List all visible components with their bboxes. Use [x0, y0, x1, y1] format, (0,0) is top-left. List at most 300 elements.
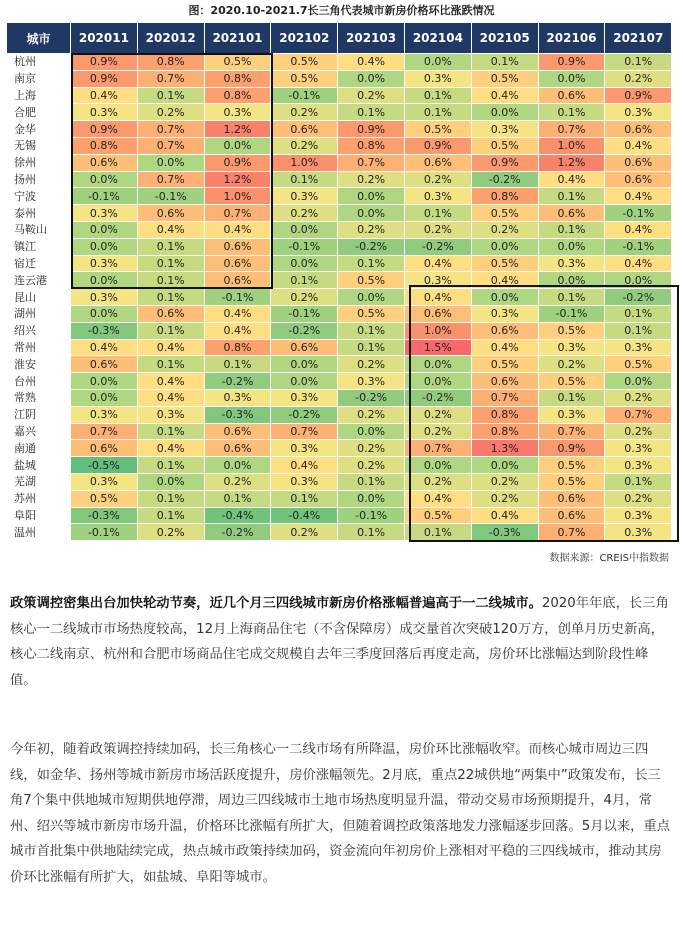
value-cell: -0.2% — [204, 524, 271, 541]
value-cell: -0.1% — [204, 289, 271, 306]
value-cell: 1.0% — [404, 322, 471, 339]
value-cell: 0.6% — [538, 205, 605, 222]
month-column-header: 202106 — [538, 23, 605, 54]
value-cell: 0.5% — [471, 137, 538, 154]
value-cell: 0.0% — [204, 137, 271, 154]
value-cell: -0.2% — [271, 322, 338, 339]
value-cell: 0.0% — [271, 255, 338, 272]
price-change-heatmap-table — [6, 22, 672, 541]
table-row — [7, 221, 672, 238]
value-cell: 0.6% — [137, 205, 204, 222]
value-cell: 0.4% — [137, 221, 204, 238]
value-cell: 0.1% — [137, 322, 204, 339]
value-cell: 0.0% — [471, 457, 538, 474]
table-row — [7, 137, 672, 154]
value-cell: 0.0% — [538, 238, 605, 255]
value-cell: 0.6% — [271, 339, 338, 356]
table-row — [7, 457, 672, 474]
value-cell: 0.2% — [404, 221, 471, 238]
value-cell: 0.2% — [271, 205, 338, 222]
value-cell: 0.9% — [71, 54, 138, 71]
value-cell: 0.2% — [338, 356, 405, 373]
month-column-header: 202101 — [204, 23, 271, 54]
value-cell: 0.3% — [605, 457, 672, 474]
value-cell: 0.2% — [338, 171, 405, 188]
city-name-cell: 杭州 — [7, 54, 71, 71]
value-cell: 0.2% — [137, 524, 204, 541]
value-cell: -0.2% — [204, 373, 271, 390]
value-cell: 0.3% — [71, 255, 138, 272]
value-cell: 0.7% — [137, 171, 204, 188]
table-row — [7, 423, 672, 440]
value-cell: 0.6% — [71, 440, 138, 457]
value-cell: 1.2% — [204, 171, 271, 188]
value-cell: 0.3% — [71, 104, 138, 121]
value-cell: 0.3% — [338, 373, 405, 390]
value-cell: 0.0% — [338, 205, 405, 222]
value-cell: 0.0% — [271, 356, 338, 373]
value-cell: 0.6% — [404, 305, 471, 322]
value-cell: 0.2% — [271, 104, 338, 121]
data-source-note: 数据来源：CREIS中指数据 — [549, 553, 669, 564]
value-cell: 0.0% — [471, 289, 538, 306]
value-cell: 0.7% — [137, 70, 204, 87]
value-cell: 0.4% — [404, 490, 471, 507]
value-cell: 0.3% — [71, 289, 138, 306]
value-cell: 0.2% — [204, 473, 271, 490]
value-cell: 0.5% — [404, 121, 471, 138]
value-cell: 0.5% — [404, 507, 471, 524]
value-cell: 0.7% — [538, 524, 605, 541]
value-cell: 0.3% — [271, 473, 338, 490]
value-cell: 0.9% — [471, 154, 538, 171]
value-cell: 0.4% — [605, 255, 672, 272]
value-cell: -0.2% — [271, 406, 338, 423]
value-cell: 0.4% — [137, 373, 204, 390]
table-row — [7, 70, 672, 87]
value-cell: 0.0% — [404, 373, 471, 390]
value-cell: 0.6% — [204, 238, 271, 255]
city-name-cell: 宁波 — [7, 188, 71, 205]
value-cell: 0.9% — [71, 121, 138, 138]
value-cell: 0.4% — [605, 137, 672, 154]
value-cell: 0.6% — [71, 154, 138, 171]
city-name-cell: 宿迁 — [7, 255, 71, 272]
value-cell: 0.8% — [204, 70, 271, 87]
city-name-cell: 镇江 — [7, 238, 71, 255]
value-cell: 0.0% — [71, 373, 138, 390]
value-cell: 0.1% — [137, 507, 204, 524]
value-cell: 0.6% — [204, 272, 271, 289]
table-row — [7, 389, 672, 406]
paragraph-body-text: 2020年年底，长三角核心一二线城市市场热度较高，12月上海商品住宅（不含保障房）成交量首次突破120万方，创单月历史新高，核心二线南京、杭州和合肥市场商品住宅成交规模自去年三季度回落后再度走高，房价环比涨幅达到阶段性峰值。 — [10, 596, 669, 688]
value-cell: 0.6% — [605, 171, 672, 188]
value-cell: 0.3% — [137, 406, 204, 423]
value-cell: 0.9% — [605, 87, 672, 104]
city-name-cell: 湖州 — [7, 305, 71, 322]
value-cell: 0.1% — [404, 104, 471, 121]
month-column-header: 202102 — [271, 23, 338, 54]
value-cell: 0.6% — [605, 154, 672, 171]
value-cell: -0.2% — [404, 238, 471, 255]
value-cell: 1.0% — [271, 154, 338, 171]
value-cell: 0.6% — [471, 322, 538, 339]
value-cell: -0.3% — [71, 322, 138, 339]
value-cell: 0.3% — [538, 339, 605, 356]
value-cell: 0.1% — [338, 255, 405, 272]
value-cell: -0.2% — [404, 389, 471, 406]
value-cell: 0.0% — [404, 457, 471, 474]
value-cell: 0.1% — [338, 524, 405, 541]
value-cell: 0.0% — [471, 104, 538, 121]
city-name-cell: 嘉兴 — [7, 423, 71, 440]
table-row — [7, 205, 672, 222]
value-cell: 0.7% — [404, 440, 471, 457]
table-row — [7, 373, 672, 390]
value-cell: 0.3% — [271, 440, 338, 457]
table-row — [7, 490, 672, 507]
city-name-cell: 台州 — [7, 373, 71, 390]
value-cell: 0.2% — [605, 490, 672, 507]
value-cell: 0.0% — [538, 70, 605, 87]
value-cell: 0.5% — [538, 373, 605, 390]
table-row — [7, 289, 672, 306]
value-cell: 0.1% — [538, 289, 605, 306]
value-cell: 0.3% — [605, 507, 672, 524]
table-row — [7, 171, 672, 188]
value-cell: 0.8% — [471, 406, 538, 423]
value-cell: 0.8% — [137, 54, 204, 71]
city-name-cell: 芜湖 — [7, 473, 71, 490]
value-cell: 0.0% — [271, 373, 338, 390]
value-cell: 0.0% — [605, 272, 672, 289]
value-cell: 0.1% — [605, 305, 672, 322]
value-cell: 0.1% — [605, 54, 672, 71]
table-row — [7, 406, 672, 423]
value-cell: 0.1% — [538, 104, 605, 121]
value-cell: 0.5% — [271, 70, 338, 87]
value-cell: 0.2% — [338, 87, 405, 104]
value-cell: 0.6% — [137, 305, 204, 322]
value-cell: 0.0% — [605, 373, 672, 390]
value-cell: 0.0% — [538, 272, 605, 289]
value-cell: 0.4% — [338, 54, 405, 71]
value-cell: 0.2% — [338, 457, 405, 474]
value-cell: 0.4% — [204, 221, 271, 238]
value-cell: 0.6% — [204, 423, 271, 440]
value-cell: 0.2% — [471, 490, 538, 507]
value-cell: 0.0% — [137, 154, 204, 171]
value-cell: 0.4% — [137, 389, 204, 406]
value-cell: 0.1% — [204, 490, 271, 507]
table-row — [7, 339, 672, 356]
value-cell: 0.0% — [338, 490, 405, 507]
value-cell: 0.6% — [471, 373, 538, 390]
value-cell: 0.2% — [137, 104, 204, 121]
table-row — [7, 272, 672, 289]
city-name-cell: 马鞍山 — [7, 221, 71, 238]
value-cell: 0.7% — [605, 406, 672, 423]
value-cell: 0.1% — [137, 255, 204, 272]
value-cell: 0.1% — [404, 524, 471, 541]
value-cell: 0.2% — [338, 406, 405, 423]
value-cell: 0.9% — [404, 137, 471, 154]
value-cell: 0.7% — [204, 205, 271, 222]
table-row — [7, 524, 672, 541]
value-cell: 0.1% — [137, 356, 204, 373]
value-cell: 0.9% — [538, 54, 605, 71]
value-cell: 0.8% — [471, 188, 538, 205]
value-cell: -0.2% — [471, 171, 538, 188]
value-cell: -0.3% — [204, 406, 271, 423]
table-row — [7, 54, 672, 71]
table-row — [7, 305, 672, 322]
value-cell: 0.2% — [271, 137, 338, 154]
value-cell: 0.3% — [605, 339, 672, 356]
value-cell: 0.1% — [605, 473, 672, 490]
value-cell: 0.2% — [605, 389, 672, 406]
value-cell: 0.2% — [471, 473, 538, 490]
value-cell: 0.9% — [71, 70, 138, 87]
value-cell: 0.3% — [538, 255, 605, 272]
value-cell: -0.1% — [605, 205, 672, 222]
city-name-cell: 昆山 — [7, 289, 71, 306]
value-cell: 0.9% — [204, 154, 271, 171]
value-cell: 0.2% — [404, 423, 471, 440]
value-cell: 0.6% — [404, 154, 471, 171]
value-cell: 0.5% — [538, 322, 605, 339]
city-name-cell: 绍兴 — [7, 322, 71, 339]
value-cell: 0.5% — [471, 205, 538, 222]
value-cell: 0.0% — [404, 356, 471, 373]
value-cell: 0.4% — [404, 289, 471, 306]
table-row — [7, 473, 672, 490]
value-cell: 0.2% — [271, 289, 338, 306]
value-cell: 0.2% — [404, 406, 471, 423]
value-cell: 0.0% — [338, 423, 405, 440]
value-cell: 0.6% — [271, 121, 338, 138]
value-cell: 0.2% — [538, 356, 605, 373]
table-row — [7, 356, 672, 373]
value-cell: 0.1% — [538, 221, 605, 238]
value-cell: 0.6% — [71, 356, 138, 373]
table-row — [7, 188, 672, 205]
value-cell: 0.3% — [605, 440, 672, 457]
value-cell: 0.0% — [271, 221, 338, 238]
value-cell: 0.0% — [204, 457, 271, 474]
value-cell: 0.6% — [605, 121, 672, 138]
city-name-cell: 无锡 — [7, 137, 71, 154]
city-name-cell: 合肥 — [7, 104, 71, 121]
value-cell: -0.2% — [338, 238, 405, 255]
table-row — [7, 87, 672, 104]
value-cell: 0.5% — [538, 457, 605, 474]
month-column-header: 202011 — [71, 23, 138, 54]
table-row — [7, 154, 672, 171]
value-cell: 0.7% — [71, 423, 138, 440]
value-cell: 0.2% — [605, 423, 672, 440]
value-cell: 0.1% — [605, 322, 672, 339]
value-cell: 0.3% — [605, 104, 672, 121]
city-name-cell: 连云港 — [7, 272, 71, 289]
value-cell: 0.0% — [338, 70, 405, 87]
value-cell: -0.1% — [538, 305, 605, 322]
city-name-cell: 苏州 — [7, 490, 71, 507]
value-cell: -0.1% — [71, 188, 138, 205]
analysis-paragraph-2: 今年初，随着政策调控持续加码，长三角核心一二线市场有所降温，房价环比涨幅收窄。而核心城市周边三四线，如金华、扬州等城市新房市场活跃度提升，房价涨幅领先。2月底，重点22城供地“两集中”政策发布，长三角7个集中供地城市短期供地停滞，周边三四线城市土地市场热度明显升温，带动交易市场预期提升，4月，常州、绍兴等城市新房市场升温，价格环比涨幅有所扩大，但随着调控政策落地发力涨幅逐步回落。5月以来，重点城市首批集中供地陆续完成，热点城市政策持续加码，资金流向年初房价上涨相对平稳的三四线城市，推动其房价环比涨幅有所扩大，如盐城、阜阳等城市。 — [10, 742, 671, 885]
city-name-cell: 上海 — [7, 87, 71, 104]
value-cell: 0.0% — [71, 305, 138, 322]
value-cell: -0.2% — [605, 289, 672, 306]
value-cell: 0.4% — [471, 272, 538, 289]
value-cell: 0.4% — [71, 87, 138, 104]
value-cell: 0.2% — [338, 221, 405, 238]
value-cell: -0.1% — [338, 507, 405, 524]
value-cell: 0.2% — [404, 171, 471, 188]
table-row — [7, 255, 672, 272]
value-cell: 0.4% — [404, 255, 471, 272]
value-cell: 0.1% — [137, 423, 204, 440]
value-cell: 0.1% — [137, 457, 204, 474]
city-name-cell: 扬州 — [7, 171, 71, 188]
value-cell: 0.1% — [404, 87, 471, 104]
value-cell: 0.4% — [538, 171, 605, 188]
table-row — [7, 104, 672, 121]
value-cell: 0.0% — [71, 171, 138, 188]
value-cell: 0.1% — [204, 356, 271, 373]
value-cell: 0.3% — [204, 389, 271, 406]
city-column-header: 城市 — [7, 23, 71, 54]
value-cell: 0.7% — [137, 121, 204, 138]
city-name-cell: 泰州 — [7, 205, 71, 222]
value-cell: 0.5% — [271, 54, 338, 71]
value-cell: 0.4% — [271, 457, 338, 474]
value-cell: 0.6% — [538, 87, 605, 104]
value-cell: 0.1% — [538, 188, 605, 205]
value-cell: 0.5% — [605, 356, 672, 373]
month-column-header: 202103 — [338, 23, 405, 54]
month-column-header: 202105 — [471, 23, 538, 54]
value-cell: 0.2% — [471, 221, 538, 238]
value-cell: -0.5% — [71, 457, 138, 474]
value-cell: 0.1% — [338, 322, 405, 339]
value-cell: 0.0% — [71, 221, 138, 238]
value-cell: 0.5% — [338, 305, 405, 322]
value-cell: 0.4% — [137, 440, 204, 457]
city-name-cell: 温州 — [7, 524, 71, 541]
value-cell: 0.7% — [538, 121, 605, 138]
table-header-row — [7, 23, 672, 54]
city-name-cell: 江阴 — [7, 406, 71, 423]
city-name-cell: 常州 — [7, 339, 71, 356]
value-cell: 0.0% — [71, 272, 138, 289]
value-cell: 0.3% — [71, 406, 138, 423]
figure-caption: 图：2020.10-2021.7长三角代表城市新房价格环比涨跌情况 — [188, 4, 495, 17]
value-cell: 0.4% — [204, 322, 271, 339]
value-cell: 0.5% — [471, 356, 538, 373]
paragraph-lead-sentence: 政策调控密集出台加快轮动节奏，近几个月三四线城市新房价格涨幅普遍高于一二线城市。 — [10, 596, 542, 611]
city-name-cell: 阜阳 — [7, 507, 71, 524]
value-cell: -0.1% — [271, 238, 338, 255]
value-cell: 0.8% — [471, 423, 538, 440]
value-cell: 0.0% — [71, 389, 138, 406]
value-cell: 0.3% — [204, 104, 271, 121]
value-cell: 0.9% — [538, 440, 605, 457]
value-cell: 0.1% — [137, 289, 204, 306]
value-cell: 0.1% — [271, 490, 338, 507]
value-cell: 0.3% — [404, 188, 471, 205]
value-cell: 0.1% — [538, 389, 605, 406]
value-cell: 0.6% — [538, 490, 605, 507]
value-cell: 0.3% — [471, 305, 538, 322]
value-cell: 0.2% — [605, 70, 672, 87]
month-column-header: 202012 — [137, 23, 204, 54]
month-column-header: 202104 — [404, 23, 471, 54]
value-cell: 0.1% — [338, 473, 405, 490]
value-cell: 0.1% — [137, 238, 204, 255]
value-cell: 0.0% — [71, 238, 138, 255]
value-cell: 0.3% — [605, 524, 672, 541]
value-cell: 0.4% — [471, 507, 538, 524]
city-name-cell: 淮安 — [7, 356, 71, 373]
value-cell: 0.6% — [204, 255, 271, 272]
value-cell: 0.0% — [338, 188, 405, 205]
value-cell: 0.1% — [338, 339, 405, 356]
analysis-paragraph-1 — [10, 591, 672, 693]
value-cell: -0.1% — [271, 87, 338, 104]
table-row — [7, 238, 672, 255]
value-cell: -0.4% — [271, 507, 338, 524]
city-name-cell: 常熟 — [7, 389, 71, 406]
value-cell: 0.1% — [471, 54, 538, 71]
value-cell: 1.2% — [538, 154, 605, 171]
value-cell: 0.4% — [137, 339, 204, 356]
value-cell: 0.8% — [204, 339, 271, 356]
value-cell: 0.3% — [404, 272, 471, 289]
value-cell: 1.0% — [204, 188, 271, 205]
value-cell: 0.1% — [271, 272, 338, 289]
value-cell: 0.8% — [71, 137, 138, 154]
value-cell: 0.4% — [605, 188, 672, 205]
value-cell: 0.2% — [338, 440, 405, 457]
city-name-cell: 南通 — [7, 440, 71, 457]
value-cell: 0.5% — [471, 70, 538, 87]
value-cell: 0.4% — [71, 339, 138, 356]
value-cell: 0.3% — [71, 205, 138, 222]
table-row — [7, 440, 672, 457]
value-cell: 0.3% — [471, 121, 538, 138]
value-cell: -0.2% — [338, 389, 405, 406]
value-cell: 0.7% — [338, 154, 405, 171]
value-cell: 0.0% — [404, 54, 471, 71]
value-cell: -0.3% — [471, 524, 538, 541]
value-cell: 0.0% — [471, 238, 538, 255]
value-cell: 0.3% — [271, 389, 338, 406]
value-cell: 0.0% — [137, 473, 204, 490]
city-name-cell: 盐城 — [7, 457, 71, 474]
value-cell: 0.7% — [538, 423, 605, 440]
city-name-cell: 徐州 — [7, 154, 71, 171]
value-cell: 0.1% — [137, 87, 204, 104]
value-cell: 0.2% — [404, 473, 471, 490]
value-cell: 0.6% — [204, 440, 271, 457]
city-name-cell: 南京 — [7, 70, 71, 87]
value-cell: 0.3% — [271, 188, 338, 205]
value-cell: 1.5% — [404, 339, 471, 356]
value-cell: 1.2% — [204, 121, 271, 138]
value-cell: 0.7% — [471, 389, 538, 406]
value-cell: -0.1% — [137, 188, 204, 205]
